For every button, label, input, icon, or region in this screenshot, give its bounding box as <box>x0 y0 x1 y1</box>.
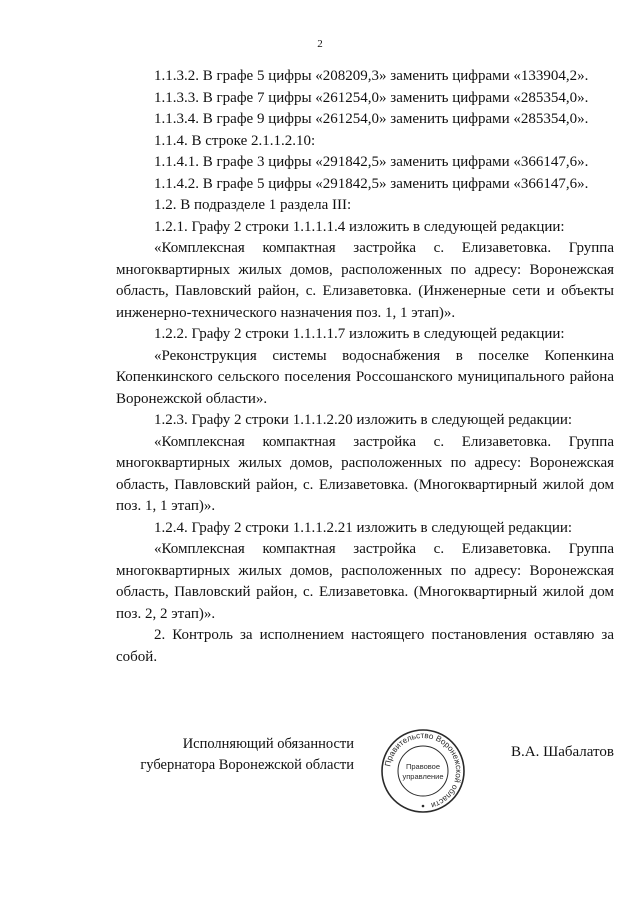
seal-star-icon <box>422 805 425 808</box>
seal-outer-ring <box>382 730 464 812</box>
paragraph: «Реконструкция системы водоснабжения в поселке Копенкина Копенкинского сельского поселения Россошанского муниципального района Воронежской области». <box>116 347 614 407</box>
paragraph: 1.2.2. Графу 2 строки 1.1.1.1.7 изложить в следующей редакции: <box>154 326 565 342</box>
paragraph: 1.2.3. Графу 2 строки 1.1.1.2.20 изложить в следующей редакции: <box>154 412 573 428</box>
paragraph: 1.1.3.2. В графе 5 цифры «208209,3» заменить цифрами «133904,2». <box>154 68 589 84</box>
paragraph: 1.1.4. В строке 2.1.1.2.10: <box>154 132 316 149</box>
paragraph: «Комплексная компактная застройка с. Елизаветовка. Группа многоквартирных жилых домов, расположенных по адресу: Воронежская область, Павловский район, с. Елизаветовка. (Инженерные сети и объекты инженерно-технического назначения поз. 1, 1 этап)». <box>116 240 614 321</box>
seal-center-line: управление <box>402 772 444 781</box>
paragraph: «Комплексная компактная застройка с. Елизаветовка. Группа многоквартирных жилых домов, расположенных по адресу: Воронежская область, Павловский район, с. Елизаветовка. (Многоквартирный жилой дом поз. 1, 1 этап)». <box>116 433 614 514</box>
official-seal <box>380 728 466 814</box>
signer-title-line: губернатора Воронежской области <box>140 757 354 773</box>
seal-ring-text: Правительство Воронежской области <box>383 730 464 810</box>
signer-name: В.А. Шабалатов <box>511 744 614 760</box>
signer-title-line: Исполняющий обязанности <box>182 736 354 752</box>
paragraph: 1.2.4. Графу 2 строки 1.1.1.2.21 изложить в следующей редакции: <box>154 519 573 536</box>
paragraph: 1.2. В подразделе 1 раздела III: <box>154 197 352 213</box>
seal-center-line: Правовое <box>405 762 441 771</box>
paragraph: 1.1.3.3. В графе 7 цифры «261254,0» заменить цифрами «285354,0». <box>154 89 589 106</box>
seal-inner-ring <box>398 746 448 796</box>
page-number: 2 <box>317 38 323 50</box>
signature-block <box>116 728 614 818</box>
paragraph: 1.1.4.1. В графе 3 цифры «291842,5» заменить цифрами «366147,6». <box>154 154 589 170</box>
paragraph: 2. Контроль за исполнением настоящего постановления оставляю за собой. <box>116 627 614 665</box>
signer-title <box>116 734 354 776</box>
paragraph: 1.1.4.2. В графе 5 цифры «291842,5» заменить цифрами «366147,6». <box>154 175 589 192</box>
paragraph: «Комплексная компактная застройка с. Елизаветовка. Группа многоквартирных жилых домов, расположенных по адресу: Воронежская область, Павловский район, с. Елизаветовка. (Многоквартирный жилой дом поз. 2, 2 этап)». <box>116 541 614 622</box>
document-body <box>116 66 614 668</box>
paragraph: 1.1.3.4. В графе 9 цифры «261254,0» заменить цифрами «285354,0». <box>154 111 589 127</box>
paragraph: 1.2.1. Графу 2 строки 1.1.1.1.4 изложить в следующей редакции: <box>154 218 565 235</box>
